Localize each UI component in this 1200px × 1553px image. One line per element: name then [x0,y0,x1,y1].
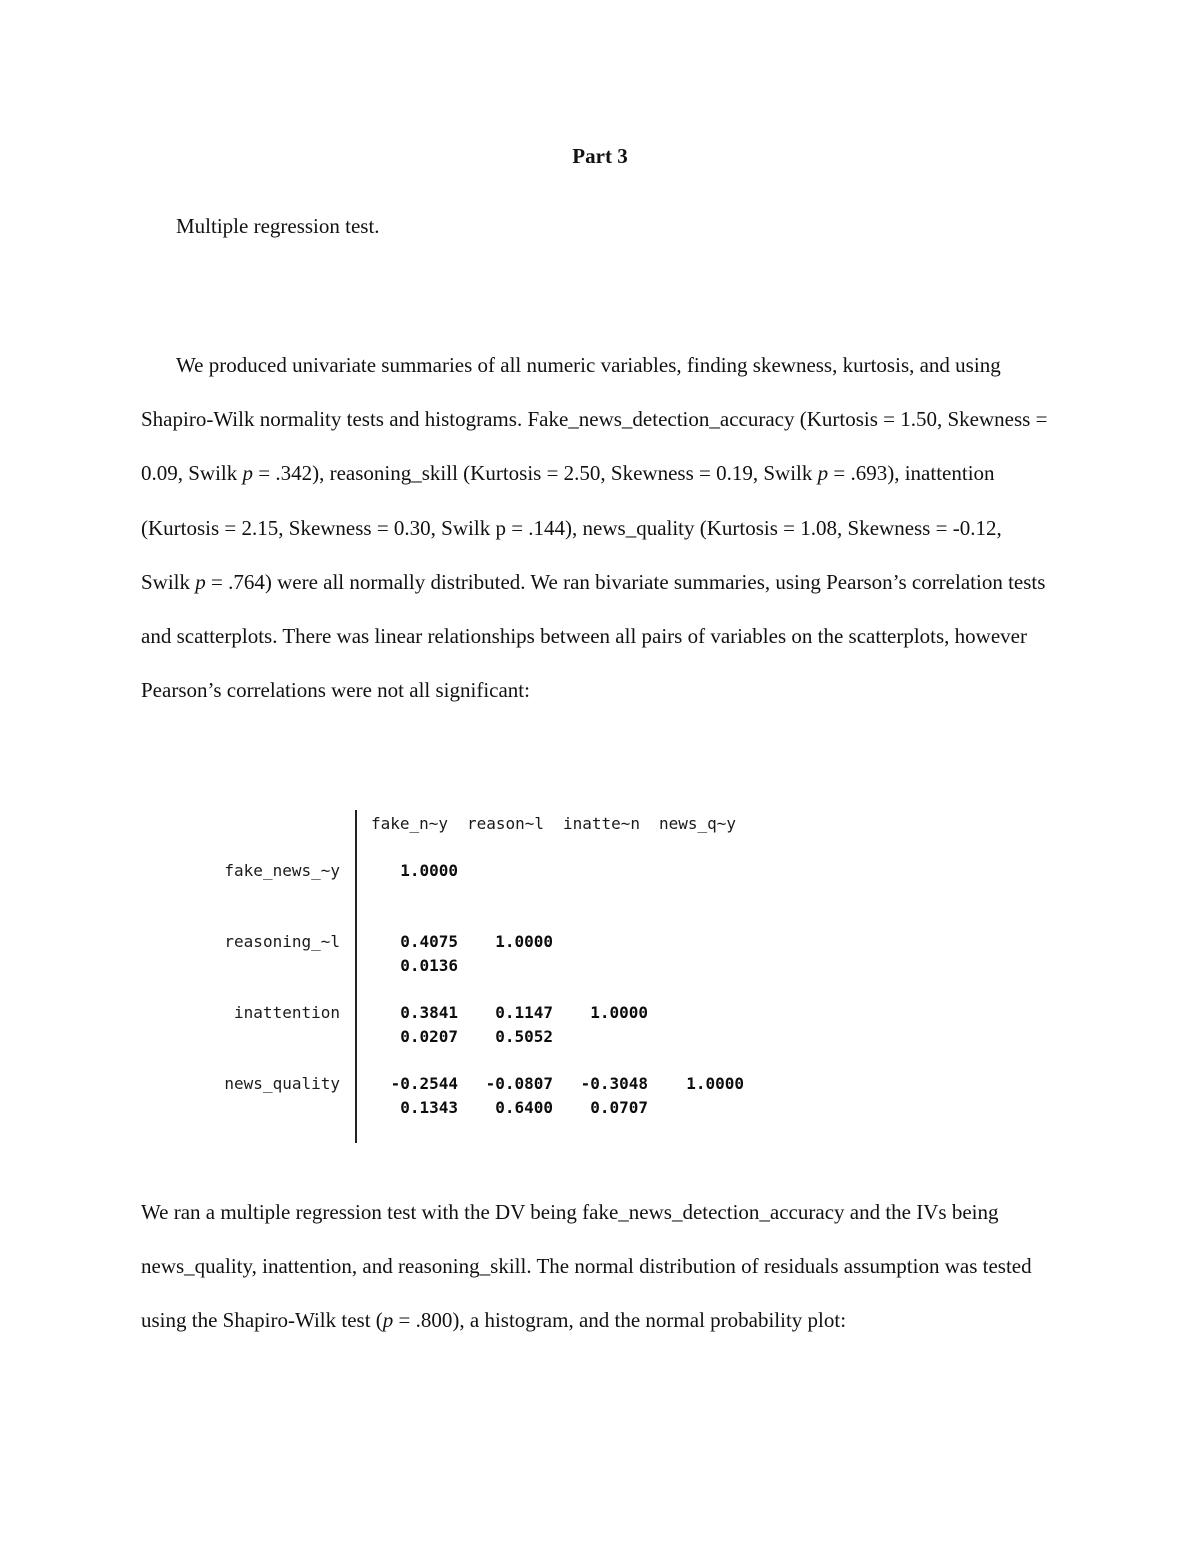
p-value: 0.0136 [400,956,458,975]
row-header: fake_news_~y [224,861,340,880]
correlation-value: -0.2544 [390,1074,458,1093]
column-header: reason~l [467,814,545,833]
column-header: fake_n~y [371,814,449,833]
p-value: 0.5052 [495,1027,553,1046]
text-segment: = .693), inattention (Kurtosis = 2.15, Skewness = 0.30, Swilk p = .144), news_quality (Kurtosis = 1.08, Skewness = -0.12, Swilk [141,461,1002,594]
text-segment: We produced univariate summaries of all numeric variables, finding skewness, kurtosis, and using Shapiro-Wilk normality tests and histograms. Fake_news_detection_accuracy (Kurtosis = 1.50, Skewness = 0.09, Swilk [141,353,1048,486]
correlation-value: -0.3048 [580,1074,648,1093]
text-segment: = .800), a histogram, and the normal probability plot: [393,1308,847,1333]
p-value: 0.0707 [590,1098,648,1117]
correlation-value: 1.0000 [400,861,458,880]
page-title: Part 3 [572,144,628,168]
p-symbol: p [195,569,206,594]
correlation-value: 0.1147 [495,1003,553,1022]
correlation-value: -0.0807 [485,1074,553,1093]
section-subtitle: Multiple regression test. [176,214,380,238]
column-header: inatte~n [563,814,641,833]
correlation-value: 1.0000 [495,932,553,951]
text-segment: = .764) were all normally distributed. We ran bivariate summaries, using Pearson’s correlation tests and scatterplots. There was linear relationships between all pairs of variables on the scatterplots, however Pearson’s correlations were not all significant: [141,569,1046,703]
correlation-value: 1.0000 [590,1003,648,1022]
matrix-divider [355,810,357,1143]
p-symbol: p [817,461,829,486]
p-symbol: p [242,461,254,486]
paragraph-univariate-summary [141,338,1051,717]
row-header: inattention [234,1003,340,1022]
row-header: news_quality [224,1074,340,1093]
text-segment: = .342), reasoning_skill (Kurtosis = 2.50, Skewness = 0.19, Swilk [253,461,818,486]
correlation-value: 0.3841 [400,1003,458,1022]
p-symbol: p [382,1308,394,1333]
paragraph-regression [141,1185,1051,1348]
p-value: 0.0207 [400,1027,458,1046]
column-header: news_q~y [659,814,737,833]
correlation-value: 1.0000 [686,1074,744,1093]
p-value: 0.6400 [495,1098,553,1117]
text-segment: We ran a multiple regression test with the DV being fake_news_detection_accuracy and the IVs being news_quality, inattention, and reasoning_skill. The normal distribution of residuals assumption was tested using the Shapiro-Wilk test ( [141,1200,1032,1333]
row-header: reasoning_~l [224,932,340,951]
correlation-value: 0.4075 [400,932,458,951]
p-value: 0.1343 [400,1098,458,1117]
